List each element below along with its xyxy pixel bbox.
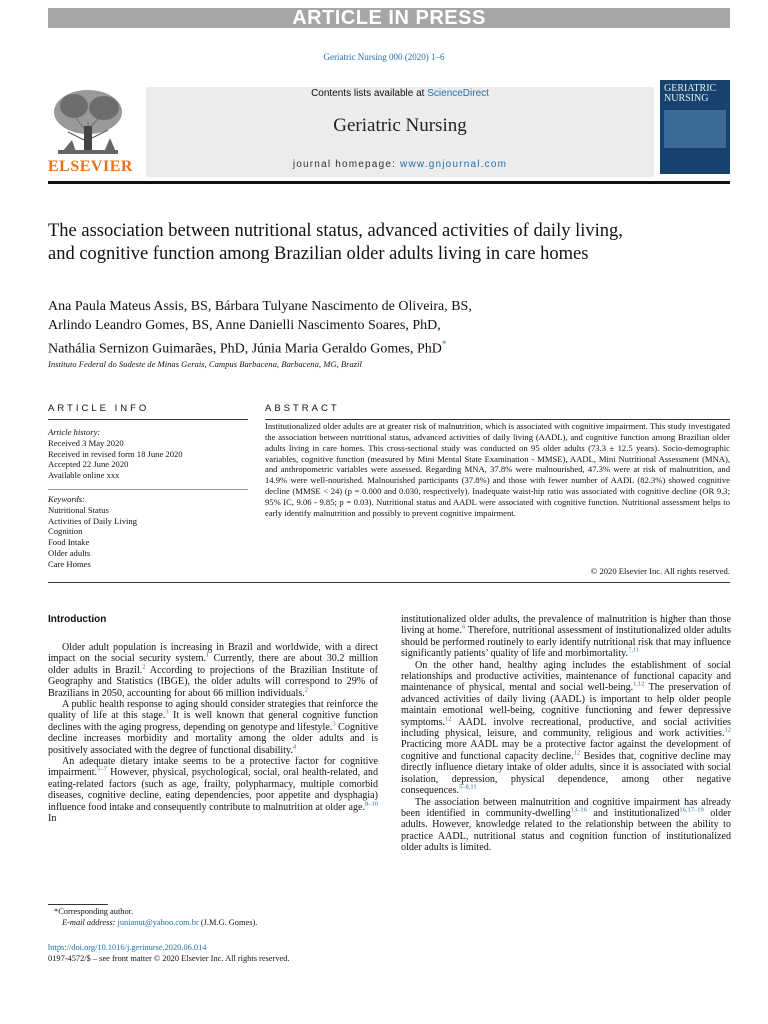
paragraph-text: It is well known that general cognitive function declines with the aging progress, depending on genotype and lifestyle. xyxy=(48,710,378,733)
paragraph-text: The association between malnutrition and cognitive impairment has already been identified in community-dwelling xyxy=(401,796,731,819)
body-paragraph xyxy=(401,660,731,797)
body-paragraph xyxy=(48,642,378,699)
reference-citation[interactable]: 12 xyxy=(724,726,731,734)
paragraph-text: Older adult population is increasing in Brazil and worldwide, with a direct impact on the social security system. xyxy=(48,642,378,665)
body-paragraph xyxy=(48,699,378,756)
article-info-rule xyxy=(48,419,248,420)
reference-citation[interactable]: 6 xyxy=(462,624,466,632)
reference-citation[interactable]: 13–16 xyxy=(570,806,587,814)
abstract-copyright: © 2020 Elsevier Inc. All rights reserved. xyxy=(590,566,730,576)
paragraph-text: According to projections of the Brazilian Institute of Geography and Statistics (IBGE), the older adults will correspond to 29% of Brazilians in 2050, accounting for about 66 million individuals. xyxy=(48,664,378,699)
reference-citation[interactable]: 4 xyxy=(292,743,297,751)
author-list xyxy=(48,298,608,359)
corresponding-label: *Corresponding author. xyxy=(54,907,134,916)
body-column-right xyxy=(401,614,731,854)
authors-line-3 xyxy=(48,335,608,359)
journal-title: Geriatric Nursing xyxy=(333,115,467,136)
affiliation: Instituto Federal do Sudeste de Minas Gerais, Campus Barbacena, Barbacena, MG, Brazil xyxy=(48,359,362,369)
article-title: The association between nutritional status, advanced activities of daily living, and cognitive function among Brazilian older adults living in care homes xyxy=(48,221,623,264)
body-column-left xyxy=(48,642,378,825)
reference-citation[interactable]: 8–10 xyxy=(365,800,379,808)
reference-citation[interactable]: 3 xyxy=(165,709,169,717)
header-divider xyxy=(48,181,730,184)
email-suffix: (J.M.G. Gomes). xyxy=(198,918,258,927)
article-info-heading: ARTICLE INFO xyxy=(48,403,150,414)
doi-block xyxy=(48,942,290,964)
keywords-rule xyxy=(48,489,248,490)
keyword-list xyxy=(48,505,248,570)
online-date: Available online xxx xyxy=(48,470,120,481)
reference-citation[interactable]: 12 xyxy=(445,715,452,723)
paragraph-text: In xyxy=(48,813,57,825)
paragraph-text: Practicing more AADL may be a protective factor against the development of cognitive and functional capacity decline. xyxy=(401,739,731,762)
keyword-item: Nutritional Status xyxy=(48,504,109,515)
email-link[interactable]: junianut@yahoo.com.br xyxy=(117,918,199,927)
reference-citation[interactable]: 7,11 xyxy=(628,646,640,654)
keywords-block xyxy=(48,494,248,570)
reference-citation[interactable]: 12 xyxy=(573,749,581,757)
paragraph-text: Therefore, nutritional assessment of institutionalized older adults should be performed routinely to early identify nutritional risk that may influence significantly patients’ quality of life and morbimortality. xyxy=(401,625,731,660)
paragraph-text: The preservation of advanced activities of daily living (AADL) is important to help older people maintain emotional well-being, cognitive functioning and fewer depressive symptoms. xyxy=(401,682,731,728)
email-label: E-mail address: xyxy=(62,918,118,927)
reference-citation[interactable]: 1 xyxy=(206,652,210,660)
body-paragraph xyxy=(401,614,731,660)
article-in-press-banner: ARTICLE IN PRESS xyxy=(48,8,730,28)
reference-citation[interactable]: 2 xyxy=(304,686,309,694)
authors-line-1: Ana Paula Mateus Assis, BS, Bárbara Tulyane Nascimento de Oliveira, BS, xyxy=(48,299,472,314)
body-paragraph xyxy=(48,756,378,824)
reference-citation[interactable]: 3 xyxy=(332,720,336,728)
keyword-item: Food Intake xyxy=(48,537,90,548)
paragraph-text: A public health response to aging should consider strategies that reinforce the quality of life at this stage. xyxy=(48,699,378,722)
corresponding-footnote xyxy=(48,906,257,928)
paragraph-text: older adults. However, knowledge related to the relationship between the ability to practice AADL, nutritional status and cognition function of institutionalized older adults is limited. xyxy=(401,807,731,854)
contents-prefix: Contents lists available at xyxy=(311,88,428,99)
journal-citation[interactable]: Geriatric Nursing 000 (2020) 1–6 xyxy=(323,52,445,62)
homepage-prefix: journal homepage: xyxy=(292,159,401,170)
cover-title: GERIATRIC NURSING xyxy=(664,83,717,104)
corresponding-author-mark[interactable]: * xyxy=(441,339,447,349)
abstract-rule xyxy=(265,419,730,420)
authors-line-2: Arlindo Leandro Gomes, BS, Anne Danielli Nascimento Soares, PhD, xyxy=(48,317,441,333)
paragraph-text: An adequate dietary intake seems to be a protective factor for cognitive impairment. xyxy=(48,756,378,779)
abstract-bottom-rule xyxy=(48,582,730,583)
reference-citation[interactable]: 2 xyxy=(142,663,146,671)
keyword-item: Cognition xyxy=(48,526,83,537)
introduction-heading: Introduction xyxy=(48,614,107,625)
email-line xyxy=(48,917,257,928)
doi-link[interactable]: https://doi.org/10.1016/j.gerinurse.2020.06.014 xyxy=(48,943,207,952)
abstract-text: Institutionalized older adults are at greater risk of malnutrition, which is associated with cognitive impairment. This study investigated the association between nutritional status, advanced activities of daily living (AADL), and cognitive function among Brazilian older adults living in care homes. This cross-sectional study was conducted on 95 older adults (73.3 ± 12.5 years). Socio-demographic variables, cognitive function (measured by Mini Mental State Examination - MMSE), AADL, Mini Nutritional Assessment (MNA), and anthropometric variables were assessed. Regarding MNA, 37.8% were malnourished, 47.3% were at risk of malnutrition, and 14.9% were well-nourished. Malnourished participants (37.8%) and those with fewer number of AADL (82.3%) showed cognitive decline (MMSE < 24) (p = 0.000 and 0.030, respectively). Inadequate waist-hip ratio was associated with cognitive decline (OR 9.3; 95% IC, 9.06 - 9.85; p = 0.03). Nutritional status and AADL were associated with cognitive function. Nutritional assessment helps to early identify malnutrition and possibly to prevent cognitive impairment. xyxy=(265,421,730,518)
keyword-item: Care Homes xyxy=(48,558,91,569)
elsevier-wordmark[interactable]: ELSEVIER xyxy=(48,158,133,175)
issn-line: 0197-4572/$ – see front matter © 2020 Elsevier Inc. All rights reserved. xyxy=(48,954,290,963)
article-history xyxy=(48,427,248,481)
paragraph-text: Besides that, cognitive decline may directly influence dietary intake of older adults, since it is associated with social isolation, depression, physical dependence, among other negative consequences. xyxy=(401,750,731,797)
accepted-date: Accepted 22 June 2020 xyxy=(48,459,129,470)
paragraph-text: and institutionalized xyxy=(586,807,680,819)
keyword-item: Older adults xyxy=(48,547,91,558)
paragraph-text: AADL involve recreational, productive, and social activities including physical, leisure, and community, religious and work activities. xyxy=(401,716,731,740)
paragraph-text: Currently, there are about 30.2 million older adults in Brazil. xyxy=(48,653,378,676)
keywords-label: Keywords: xyxy=(48,494,85,504)
paragraph-text: Cognitive decline increases morbidity and mortality among the older adults and is positively associated with the degree of functional disability. xyxy=(48,721,378,756)
paragraph-text: However, physical, psychological, social, oral health-related, and eating-related factors (such as age, frailty, polypharmacy, multiple comorbid diseases, cognitive decline, eating dependencies, poor appetite and dysphagia) influence food intake and consequently contribute to malnutrition at older age. xyxy=(48,767,378,813)
abstract-heading: ABSTRACT xyxy=(265,403,340,414)
cover-photo xyxy=(664,110,726,148)
keyword-item: Activities of Daily Living xyxy=(48,515,138,526)
contents-available-line xyxy=(146,88,654,99)
journal-homepage-line xyxy=(146,159,654,170)
paragraph-text: institutionalized older adults, the prevalence of malnutrition is higher than those living at home. xyxy=(401,614,731,637)
received-date: Received 3 May 2020 xyxy=(48,437,124,448)
body-paragraph xyxy=(401,797,731,854)
revised-date: Received in revised form 18 June 2020 xyxy=(48,448,183,459)
reference-citation[interactable]: 5–8,11 xyxy=(459,783,477,791)
reference-citation[interactable]: 16,17–19 xyxy=(679,806,704,814)
sciencedirect-link[interactable]: ScienceDirect xyxy=(427,88,489,99)
authors-line-3-text: Nathália Sernizon Guimarães, PhD, Júnia Maria Geraldo Gomes, PhD xyxy=(48,341,442,357)
homepage-link[interactable]: www.gnjournal.com xyxy=(400,159,508,170)
reference-citation[interactable]: 1,12 xyxy=(633,681,645,689)
history-label: Article history: xyxy=(48,427,101,437)
reference-citation[interactable]: 5–7 xyxy=(97,766,107,774)
paragraph-text: On the other hand, healthy aging includes the establishment of social relationships and productive activities, maintenance of functional capacity and maintenance of physical, mental and social well-being. xyxy=(401,659,731,694)
footnote-rule xyxy=(48,904,108,905)
